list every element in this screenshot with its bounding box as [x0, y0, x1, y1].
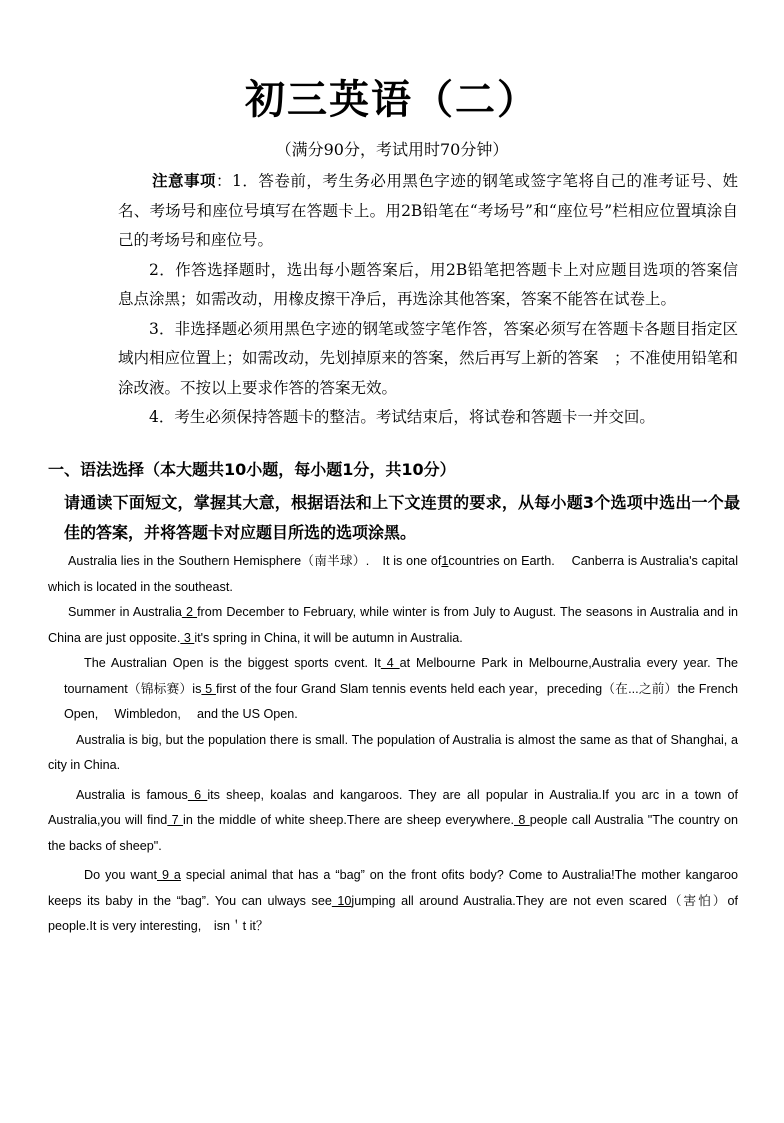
passage-text: first of the four Grand Slam tennis events held each year，preceding（在...之前）the French Open, Wimbledon, and the US Open.: [64, 681, 738, 721]
passage-paragraph-2: [48, 600, 738, 651]
passage-text: Summer in Australia: [68, 605, 182, 619]
notice-item-3: 3．非选择题必须用黑色字迹的钢笔或签字笔作答，答案必须写在答题卡各题目指定区域内相应位置上；如需改动，先划掉原来的答案，然后再写上新的答案 ；不准使用铅笔和涂改液。不按以上要求作答的答案无效。: [118, 319, 739, 397]
notice-block: [118, 166, 738, 433]
page-subtitle: （满分90分，考试用时70分钟）: [275, 140, 509, 159]
notice-item-1-text: 1．答卷前，考生务必用黑色字迹的钢笔或签字笔将自己的准考证号、姓名、考场号和座位号填写在答题卡上。用2B铅笔在“考场号”和“座位号”栏相应位置填涂自己的考场号和座位号。: [118, 172, 738, 249]
blank-6: 6: [187, 787, 208, 802]
instruction-text: 请通读下面短文，掌握其大意，根据语法和上下文连贯的要求，从每小题3个选项中选出一个最佳的答案，并将答题卡对应题目所选的选项涂黑。: [64, 493, 740, 542]
page-title: 初三英语（二）: [245, 76, 539, 123]
blank-2: 2: [181, 605, 198, 619]
passage-text: The Australian Open is the biggest sports cvent. It: [84, 656, 381, 670]
passage-text: Australia is famous: [76, 787, 188, 802]
passage-text: jumping all around Australia.They are not even scared（害怕）of people.It is very interesting, isn＇t it？: [48, 893, 738, 933]
blank-9: 9 a: [156, 868, 181, 882]
passage-text: in the middle of white sheep.There are sheep everywhere.: [183, 813, 514, 827]
passage-text: people call Australia "The country on the backs of sheep".: [48, 813, 738, 853]
passage-text: its sheep, koalas and kangaroos. They are all popular in Australia.If you arc in a town of Australia,you will find: [48, 787, 739, 827]
notice-item-4: 4．考生必须保持答题卡的整洁。考试结束后，将试卷和答题卡一并交回。: [149, 408, 655, 426]
passage-text: it's spring in China, it will be autumn in Australia.: [194, 630, 463, 645]
blank-5: 5: [201, 681, 216, 696]
notice-item-1: [118, 166, 738, 256]
passage-text: Do you want: [84, 868, 157, 882]
blank-1: 1: [441, 554, 449, 568]
passage-paragraph-5: [48, 783, 738, 860]
blank-8: 8: [514, 813, 530, 827]
section-instruction: [64, 488, 740, 548]
blank-4: 4: [380, 656, 400, 670]
passage-paragraph-1: [48, 549, 738, 600]
section-heading: 一、语法选择（本大题共10小题，每小题1分，共10分）: [48, 460, 456, 479]
notice-item-2: 2．作答选择题时，选出每小题答案后，用2B铅笔把答题卡上对应题目选项的答案信息点涂黑；如需改动，用橡皮擦干净后，再选涂其他答案，答案不能答在试卷上。: [118, 260, 738, 308]
passage-text: Australia lies in the Southern Hemisphere（南半球）. It is one of: [68, 554, 442, 568]
blank-10: 10: [331, 893, 352, 908]
notice-label: 注意事项: [152, 171, 217, 190]
reading-passage: [48, 549, 738, 940]
passage-paragraph-6: [48, 863, 738, 940]
passage-paragraph-4: Australia is big, but the population there is small. The population of Australia is almost the same as that of Shanghai, a city in China.: [48, 732, 738, 772]
blank-7: 7: [167, 813, 184, 827]
blank-3: 3: [180, 630, 195, 645]
passage-text: special animal that has a “bag” on the front ofits body? Come to Australia!The mother kangaroo keeps its baby in the “bag”. You can ulways see: [48, 868, 738, 908]
notice-colon: ：: [216, 172, 233, 190]
passage-text: from December to February, while winter is from July to August. The seasons in Australia and in China are just opposite.: [48, 605, 738, 645]
passage-line: [64, 651, 738, 728]
passage-text: at Melbourne Park in Melbourne,Australia every year. The tournament（锦标赛）is: [64, 656, 738, 696]
passage-text: countries on Earth. Canberra is Australia's capital which is located in the southeast.: [48, 554, 738, 594]
passage-paragraph-3: [48, 651, 738, 728]
